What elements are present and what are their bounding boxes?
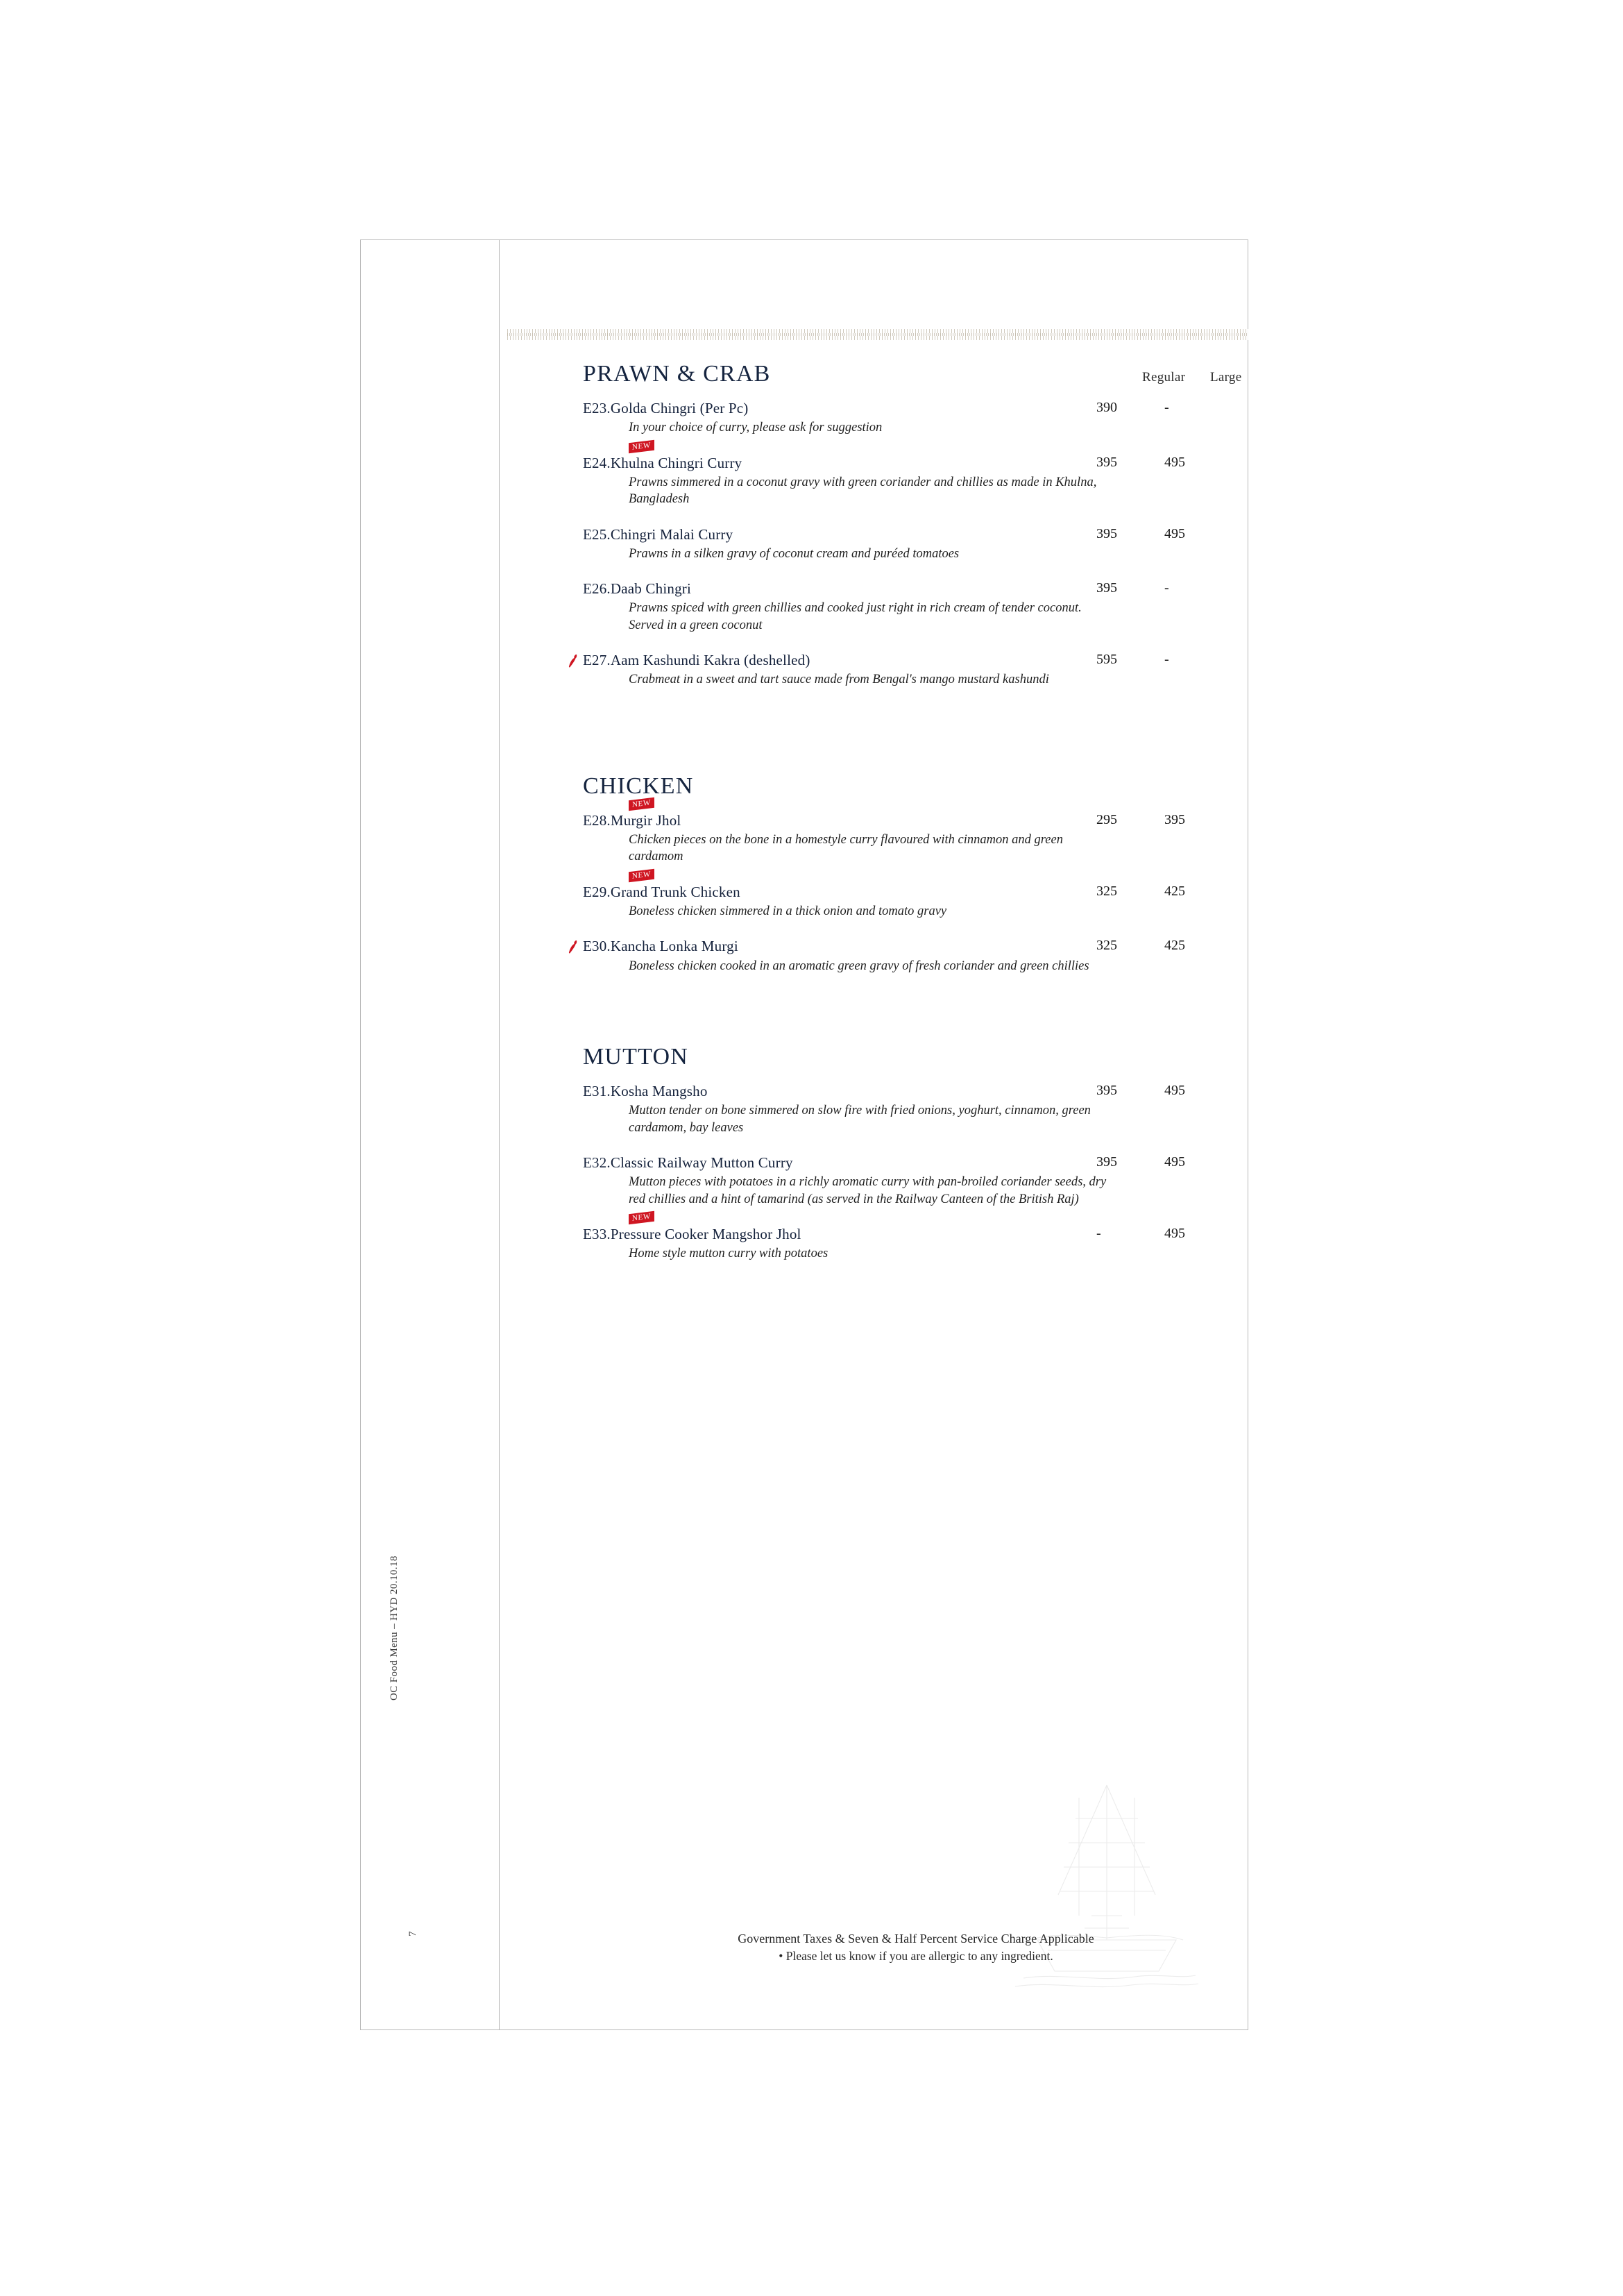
menu-item-description: Prawns spiced with green chillies and cooked just right in rich cream of tender coconut. Served in a green coconut <box>629 601 1082 632</box>
menu-item-row <box>583 884 1249 901</box>
menu-item-row <box>583 400 1249 417</box>
footer-tax-note: Government Taxes & Seven & Half Percent Service Charge Applicable <box>738 1932 1094 1945</box>
menu-item-description: Boneless chicken simmered in a thick onion and tomato gravy <box>629 904 947 918</box>
spine-rule <box>499 239 500 2030</box>
menu-item-price-large: 425 <box>1164 938 1185 954</box>
menu-item-row <box>583 812 1249 829</box>
footer-allergy-note: • Please let us know if you are allergic to any ingredient. <box>779 1949 1053 1964</box>
menu-item <box>583 870 1249 920</box>
menu-item <box>583 798 1249 866</box>
menu-item <box>583 1154 1249 1208</box>
menu-item-price-regular: 390 <box>1096 400 1117 415</box>
menu-item-name: E25.Chingri Malai Curry <box>583 525 733 543</box>
new-badge: NEW <box>629 797 654 811</box>
section-header <box>583 361 1249 387</box>
menu-item-price-large: 495 <box>1164 454 1185 470</box>
menu-item-description: Prawns in a silken gravy of coconut cream and puréed tomatoes <box>629 546 960 561</box>
menu-item <box>583 400 1249 437</box>
chilli-icon <box>566 939 579 953</box>
menu-item-price-regular: 295 <box>1096 811 1117 827</box>
menu-item-price-large: - <box>1164 400 1169 415</box>
menu-item-row <box>583 938 1249 955</box>
menu-item-row <box>583 1083 1249 1100</box>
menu-item-description: Home style mutton curry with potatoes <box>629 1247 829 1261</box>
menu-item-price-large: 495 <box>1164 1082 1185 1098</box>
menu-item-name: E26.Daab Chingri <box>583 580 692 598</box>
section-spacer <box>583 993 1249 1044</box>
section-header <box>583 773 1249 800</box>
menu-item-row <box>583 652 1249 669</box>
menu-item-price-large: 425 <box>1164 883 1185 899</box>
section-title: CHICKEN <box>583 773 694 799</box>
menu-item <box>583 580 1249 634</box>
column-label-large: Large <box>1210 370 1242 385</box>
menu-item <box>583 1083 1249 1136</box>
menu-item <box>583 440 1249 508</box>
price-column-labels <box>1142 370 1249 385</box>
menu-item-list <box>583 400 1249 689</box>
menu-content <box>583 361 1249 1281</box>
menu-item-name: E24.Khulna Chingri Curry <box>583 454 742 471</box>
menu-item <box>583 1212 1249 1263</box>
new-badge: NEW <box>629 439 654 453</box>
menu-item-price-large: 395 <box>1164 811 1185 827</box>
menu-item-price-large: 495 <box>1164 1225 1185 1241</box>
menu-item-description: In your choice of curry, please ask for suggestion <box>629 421 883 435</box>
menu-section <box>583 1044 1249 1263</box>
document-side-note: OC Food Menu – HYD 20.10.18 <box>389 1555 400 1700</box>
menu-item <box>583 652 1249 689</box>
menu-item-price-regular: 395 <box>1096 1154 1117 1170</box>
menu-item-price-regular: 395 <box>1096 525 1117 541</box>
menu-item <box>583 526 1249 563</box>
menu-item-description: Crabmeat in a sweet and tart sauce made from Bengal's mango mustard kashundi <box>629 673 1049 687</box>
menu-item-row <box>583 526 1249 543</box>
menu-item-list <box>583 1083 1249 1263</box>
chilli-icon <box>566 653 579 667</box>
menu-item-name: E31.Kosha Mangsho <box>583 1082 708 1099</box>
menu-item-price-regular: 325 <box>1096 938 1117 954</box>
decorative-top-band <box>507 329 1248 340</box>
menu-item-description: Chicken pieces on the bone in a homestyle curry flavoured with cinnamon and green cardamom <box>629 832 1063 864</box>
menu-item-price-large: - <box>1164 580 1169 596</box>
new-badge: NEW <box>629 869 654 883</box>
menu-item-description: Prawns simmered in a coconut gravy with green coriander and chillies as made in Khulna, Bangladesh <box>629 475 1097 507</box>
menu-item-row <box>583 580 1249 598</box>
menu-item-name: E32.Classic Railway Mutton Curry <box>583 1154 793 1171</box>
menu-item-price-large: - <box>1164 652 1169 668</box>
section-spacer <box>583 707 1249 773</box>
section-title: PRAWN & CRAB <box>583 361 771 387</box>
menu-item-price-regular: 325 <box>1096 883 1117 899</box>
menu-item-name: E23.Golda Chingri (Per Pc) <box>583 400 749 416</box>
menu-item <box>583 938 1249 974</box>
menu-item-list <box>583 798 1249 974</box>
menu-item-name: E33.Pressure Cooker Mangshor Jhol <box>583 1225 801 1242</box>
menu-item-description: Mutton pieces with potatoes in a richly aromatic curry with pan-broiled coriander seeds, dry red chillies and a hint of tamarind (as served in the Railway Canteen of the British Raj) <box>629 1175 1107 1206</box>
new-badge: NEW <box>629 1211 654 1225</box>
menu-item-price-regular: 595 <box>1096 652 1117 668</box>
page-number: 7 <box>407 1931 418 1936</box>
menu-item-name: E30.Kancha Lonka Murgi <box>583 938 738 955</box>
menu-item-name: E27.Aam Kashundi Kakra (deshelled) <box>583 652 810 669</box>
column-label-regular: Regular <box>1142 370 1186 385</box>
menu-item-name: E28.Murgir Jhol <box>583 811 681 829</box>
menu-item-name: E29.Grand Trunk Chicken <box>583 883 740 900</box>
menu-item-price-regular: 395 <box>1096 454 1117 470</box>
section-title: MUTTON <box>583 1043 689 1070</box>
menu-item-price-large: 495 <box>1164 525 1185 541</box>
menu-section <box>583 361 1249 689</box>
section-header <box>583 1044 1249 1070</box>
menu-item-price-regular: - <box>1096 1225 1101 1241</box>
menu-section <box>583 773 1249 974</box>
menu-item-price-regular: 395 <box>1096 580 1117 596</box>
menu-item-row <box>583 1226 1249 1243</box>
page-footer <box>583 1930 1249 1965</box>
menu-item-description: Boneless chicken cooked in an aromatic green gravy of fresh coriander and green chillies <box>629 959 1089 973</box>
menu-item-description: Mutton tender on bone simmered on slow fire with fried onions, yoghurt, cinnamon, green cardamom, bay leaves <box>629 1104 1091 1135</box>
menu-item-price-regular: 395 <box>1096 1082 1117 1098</box>
menu-item-row <box>583 1154 1249 1172</box>
menu-item-price-large: 495 <box>1164 1154 1185 1170</box>
menu-item-row <box>583 455 1249 472</box>
